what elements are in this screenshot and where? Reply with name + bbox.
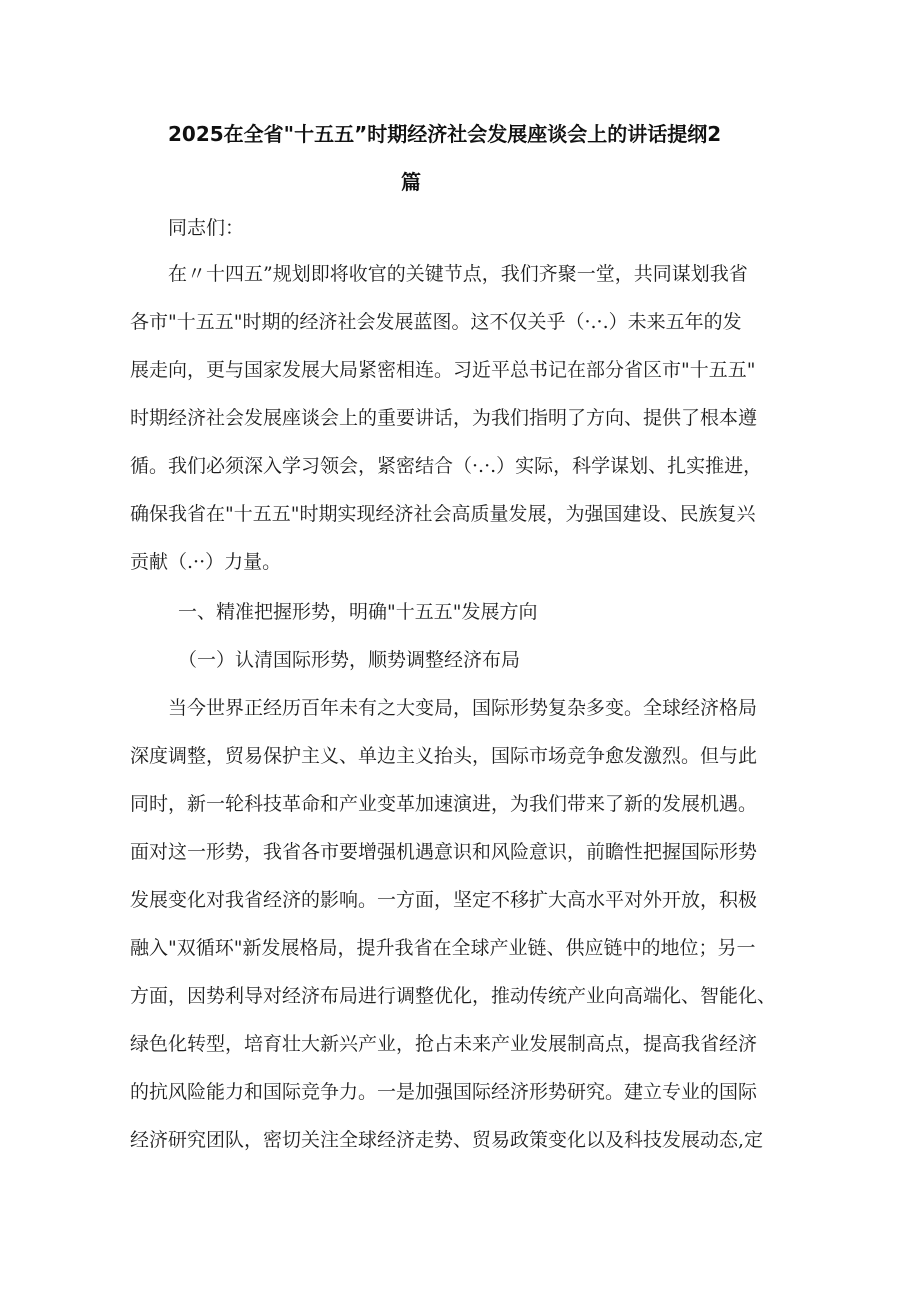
salutation: 同志们： <box>168 217 245 239</box>
document-title-line-1: 2025在全省"十五五”时期经济社会发展座谈会上的讲话提纲2 <box>168 122 722 146</box>
document-title <box>130 110 810 206</box>
paragraph-1-line: 循。我们必须深入学习领会，紧密结合（·.·.）实际，科学谋划、扎实推进， <box>130 455 763 477</box>
paragraph-1-line: 展走向，更与国家发展大局紧密相连。习近平总书记在部分省区市"十五五" <box>130 359 756 381</box>
paragraph-2-line: 经济研究团队，密切关注全球经济走势、贸易政策变化以及科技发展动态,定 <box>130 1129 764 1151</box>
paragraph-2-line: 当今世界正经历百年未有之大变局，国际形势复杂多变。全球经济格局 <box>168 697 758 719</box>
paragraph-1-line: 确保我省在"十五五"时期实现经济社会高质量发展，为强国建设、民族复兴 <box>130 503 756 525</box>
paragraph-2-line: 方面，因势利导对经济布局进行调整优化，推动传统产业向高端化、智能化、 <box>130 985 777 1007</box>
paragraph-1-line: 各市"十五五"时期的经济社会发展蓝图。这不仅关乎（·.·.）未来五年的发 <box>130 311 742 333</box>
paragraph-2-line: 面对这一形势，我省各市要增强机遇意识和风险意识，前瞻性把握国际形势 <box>130 841 758 863</box>
paragraph-2-line: 同时，新一轮科技革命和产业变革加速演进，为我们带来了新的发展机遇。 <box>130 793 758 815</box>
paragraph-1-line: 在〃十四五”规划即将收官的关键节点，我们齐聚一堂，共同谋划我省 <box>168 263 748 285</box>
paragraph-2-line: 融入"双循环"新发展格局，提升我省在全球产业链、供应链中的地位；另一 <box>130 937 756 959</box>
paragraph-2-line: 的抗风险能力和国际竞争力。一是加强国际经济形势研究。建立专业的国际 <box>130 1081 758 1103</box>
section-heading-1: 一、精准把握形势，明确"十五五"发展方向 <box>178 601 538 623</box>
paragraph-2-line: 深度调整，贸易保护主义、单边主义抬头，国际市场竞争愈发激烈。但与此 <box>130 745 758 767</box>
document-title-line-2: 篇 <box>401 170 421 194</box>
paragraph-1-line: 时期经济社会发展座谈会上的重要讲话，为我们指明了方向、提供了根本遵 <box>130 407 758 429</box>
paragraph-2-line: 绿色化转型，培育壮大新兴产业，抢占未来产业发展制高点，提高我省经济 <box>130 1033 758 1055</box>
section-heading-2: （一）认清国际形势，顺势调整经济布局 <box>178 649 521 671</box>
paragraph-2-line: 发展变化对我省经济的影响。一方面，坚定不移扩大高水平对外开放，积极 <box>130 889 758 911</box>
paragraph-1-line: 贡献（.··）力量。 <box>130 551 282 573</box>
